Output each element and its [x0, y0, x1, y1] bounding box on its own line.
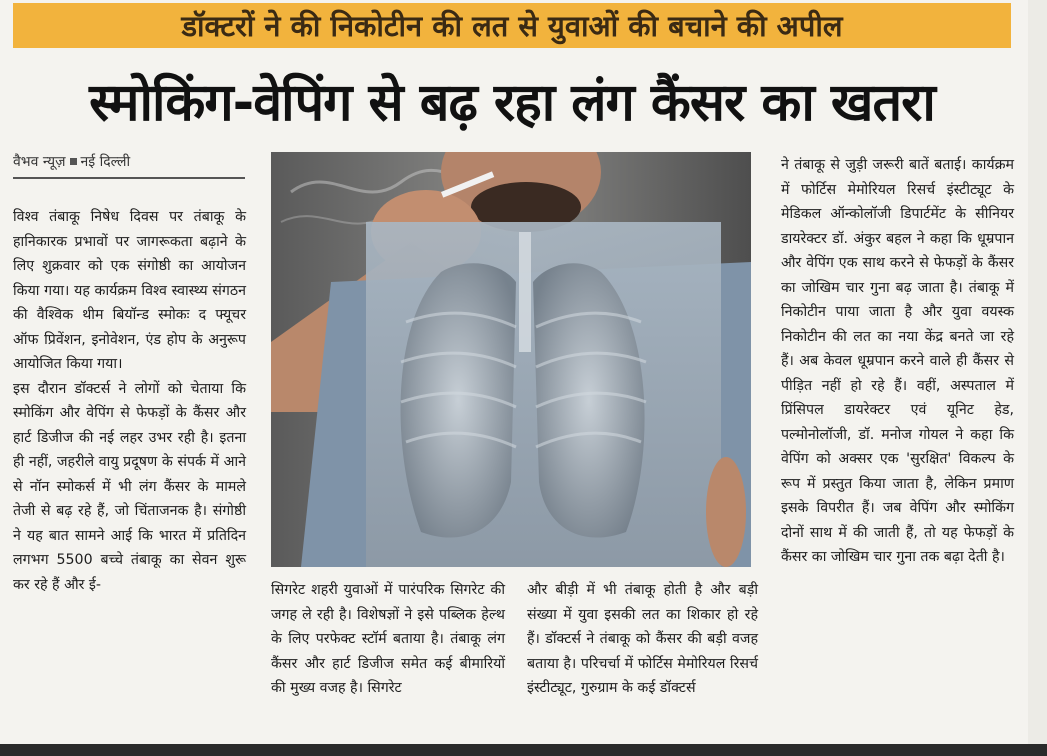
- page-margin: [1028, 0, 1047, 744]
- article-column-4: [781, 153, 1014, 570]
- article-paragraph: ने तंबाकू से जुड़ी जरूरी बातें बताई। कार्यक्रम में फोर्टिस मेमोरियल रिसर्च इंस्टीट्यूट के मेडिकल ऑन्कोलॉजी डिपार्टमेंट के सीनियर डायरेक्टर डॉ. अंकुर बहल ने कहा कि धूम्रपान और वेपिंग एक साथ करने से फेफड़ों के कैंसर का जोखिम चार गुना बढ़ जाता है। तंबाकू में निकोटीन पाया जाता है और युवा वयस्क निकोटीन की लत का नया केंद्र बनते जा रहे हैं। अब केवल धूम्रपान करने वाले ही कैंसर से पीड़ित नहीं हो रहे हैं। वहीं, अस्पताल में प्रिंसिपल डायरेक्टर एवं यूनिट हेड, पल्मोनोलॉजी, डॉ. मनोज गोयल ने कहा कि वेपिंग को अक्सर एक 'सुरक्षित' विकल्प के रूप में प्रस्तुत किया जाता है, लेकिन प्रमाण इसके विपरीत हैं। जब वेपिंग और स्मोकिंग दोनों साथ में की जाती हैं, तो यह फेफड़ों के कैंसर का जोखिम चार गुना तक बढ़ा देती है।: [781, 157, 1014, 565]
- byline-agency: वैभव न्यूज़: [13, 154, 66, 170]
- kicker-banner: [13, 3, 1011, 48]
- bottom-rule: [0, 744, 1047, 756]
- article-paragraph: इस दौरान डॉक्टर्स ने लोगों को चेताया कि स्मोकिंग और वेपिंग से फेफड़ों के कैंसर और हार्ट डिजीज की नई लहर उभर रही है। इतना ही नहीं, जहरीले वायु प्रदूषण के संपर्क में आने से नॉन स्मोकर्स में भी लंग कैंसर के मामले तेजी से बढ़ रहे हैं, जो चिंताजनक है। संगोष्ठी ने यह बात सामने आई कि भारत में प्रतिदिन लगभग 5500 बच्चे तंबाकू का सेवन शुरू कर रहे हैं और ई-: [13, 380, 246, 593]
- kicker-text: डॉक्टरों ने की निकोटीन की लत से युवाओं की बचाने की अपील: [181, 9, 843, 43]
- article-column-3: [527, 578, 758, 701]
- article-photo: [271, 152, 751, 567]
- smoker-xray-illustration: [271, 152, 751, 567]
- article-paragraph: विश्व तंबाकू निषेध दिवस पर तंबाकू के हानिकारक प्रभावों पर जागरूकता बढ़ाने के लिए शुक्रवार को एक संगोष्ठी का आयोजन किया गया। यह कार्यक्रम विश्व स्वास्थ्य संगठन की वैश्विक थीम बियॉन्ड स्मोकः द फ्यूचर ऑफ प्रिवेंशन, इनोवेशन, एंड होप के अनुरूप आयोजित किया गया।: [13, 209, 246, 372]
- byline-separator-icon: [70, 158, 77, 165]
- article-paragraph: सिगरेट शहरी युवाओं में पारंपरिक सिगरेट की जगह ले रही है। विशेषज्ञों ने इसे पब्लिक हेल्थ के लिए परफेक्ट स्टॉर्म बताया है। तंबाकू लंग कैंसर और हार्ट डिजीज समेत कई बीमारियों की मुख्य वजह है। सिगरेट: [271, 582, 505, 696]
- byline-city: नई दिल्ली: [80, 154, 131, 170]
- article-column-2: [271, 578, 505, 701]
- article-paragraph: और बीड़ी में भी तंबाकू होती है और बड़ी संख्या में युवा इसकी लत का शिकार हो रहे हैं। डॉक्टर्स ने तंबाकू को कैंसर की बड़ी वजह बताया है। परिचर्चा में फोर्टिस मेमोरियल रिसर्च इंस्टीट्यूट, गुरुग्राम के कई डॉक्टर्स: [527, 582, 758, 696]
- headline: स्मोकिंग-वेपिंग से बढ़ रहा लंग कैंसर का खतरा: [89, 72, 935, 133]
- article-column-1: [13, 205, 246, 597]
- byline: [13, 152, 245, 179]
